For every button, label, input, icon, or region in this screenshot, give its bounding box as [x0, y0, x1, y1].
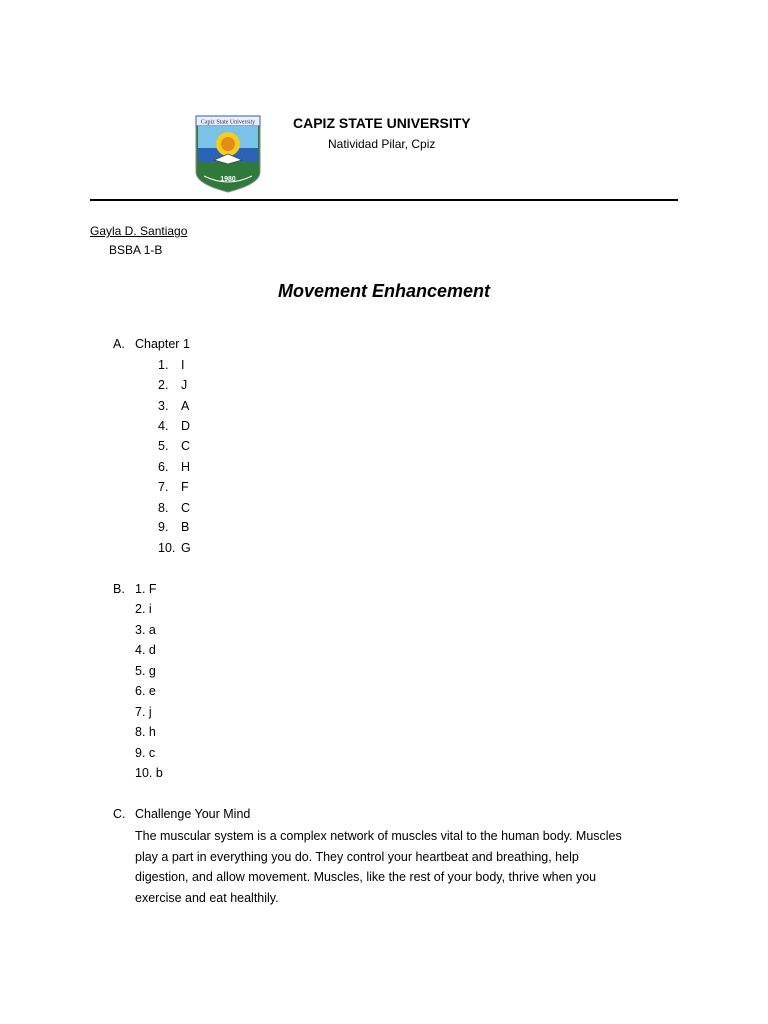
list-item: 9. c: [135, 746, 156, 760]
section-b-marker: B.: [113, 582, 125, 596]
list-item-number: 5.: [158, 439, 169, 453]
list-item-answer: C: [181, 439, 191, 453]
header-divider: [90, 199, 678, 201]
list-item-number: 7.: [158, 480, 169, 494]
list-item-answer: B: [181, 520, 190, 534]
list-item-number: 2.: [158, 378, 169, 392]
list-item-answer: H: [181, 460, 191, 474]
list-item-answer: J: [181, 378, 188, 392]
list-item-number: 10.: [158, 541, 176, 555]
svg-text:1980: 1980: [220, 176, 236, 183]
list-item-answer: I: [181, 358, 185, 372]
svg-text:Capiz State University: Capiz State University: [200, 119, 256, 126]
list-item-answer: G: [181, 541, 191, 555]
university-name: CAPIZ STATE UNIVERSITY: [293, 115, 471, 131]
paragraph-line: exercise and eat healthily.: [135, 890, 279, 905]
list-item-number: 1.: [158, 358, 169, 372]
list-item: 4. d: [135, 643, 156, 657]
list-item: 2. i: [135, 602, 152, 616]
paragraph-line: digestion, and allow movement. Muscles, like the rest of your body, thrive when you: [135, 870, 597, 884]
student-name: Gayla D. Santiago: [90, 224, 188, 238]
list-item-number: 4.: [158, 419, 169, 433]
list-item-number: 8.: [158, 501, 169, 515]
section-c-marker: C.: [113, 807, 126, 821]
list-item-answer: D: [181, 419, 191, 433]
list-item: 5. g: [135, 664, 156, 678]
section-a-marker: A.: [113, 337, 125, 351]
paragraph-line: The muscular system is a complex network of muscles vital to the human body. Muscles: [135, 829, 622, 843]
student-section: BSBA 1-B: [109, 243, 163, 257]
list-item-answer: A: [181, 399, 190, 413]
section-a-heading: Chapter 1: [135, 337, 190, 351]
list-item: 1. F: [135, 582, 157, 596]
list-item-answer: C: [181, 501, 191, 515]
list-item: 3. a: [135, 623, 156, 637]
list-item: 10. b: [135, 766, 163, 780]
paragraph-line: play a part in everything you do. They control your heartbeat and breathing, help: [135, 849, 579, 864]
list-item-number: 3.: [158, 399, 169, 413]
list-item-number: 6.: [158, 460, 169, 474]
section-c-heading: Challenge Your Mind: [135, 807, 251, 821]
list-item: 6. e: [135, 684, 156, 698]
section-c-paragraph: [135, 826, 680, 908]
document-title: Movement Enhancement: [277, 281, 491, 301]
list-item-number: 9.: [158, 520, 169, 534]
list-item-answer: F: [181, 480, 189, 494]
list-item: 7. j: [135, 705, 152, 719]
list-item: 8. h: [135, 725, 156, 739]
university-address: Natividad Pilar, Cpiz: [328, 137, 436, 151]
university-seal-logo: [194, 114, 262, 194]
